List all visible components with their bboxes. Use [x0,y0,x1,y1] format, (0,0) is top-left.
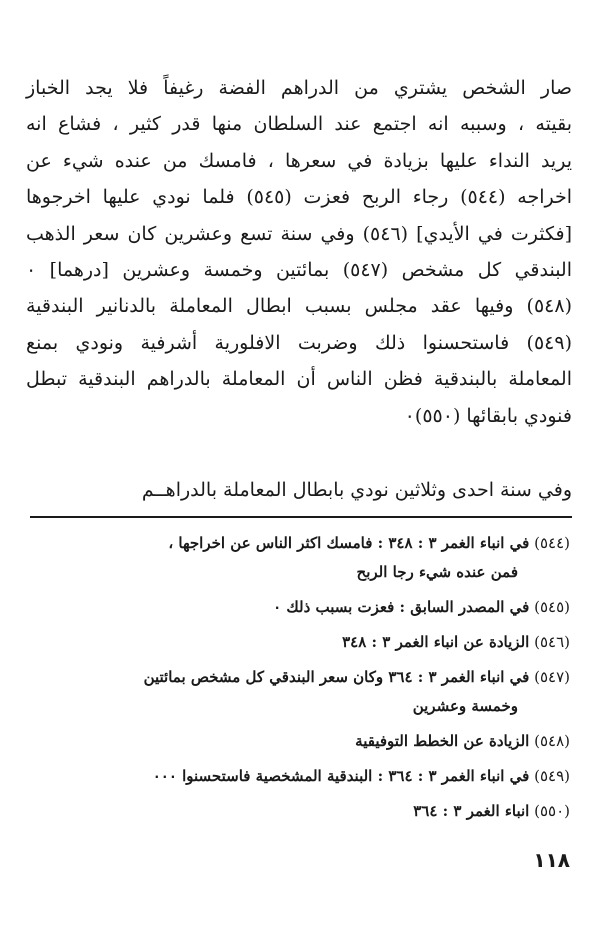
footnote-item [26,726,570,757]
footnote-text: انباء الغمر ٣ : ٣٦٤ [413,802,530,820]
main-text-line: (٥٤٨) وفيها عقد مجلس بسبب ابطال المعاملة بالدنانير البندقية [26,295,572,318]
page-number: ١١٨ [533,848,570,872]
footnote-text: في انباء الغمر ٣ : ٣٦٤ وكان سعر البندقي كل مشخص بمائتين [143,668,530,686]
footnote-text: في انباء الغمر ٣ : ٣٦٤ : البندقية المشخصية فاستحسنوا ٠٠٠ [152,767,530,785]
main-text-line: صار الشخص يشتري من الدراهم الفضة رغيفاً فلا يجد الخباز [26,77,572,99]
footnote-continuation [26,691,570,722]
footnote-text: في انباء الغمر ٣ : ٣٤٨ : فامسك اكثر الناس عن اخراجها ، [168,534,530,552]
footnote-continuation-text: فمن عنده شيء رجا الربح [356,563,518,581]
footnote-ref: (٥٤٩) [534,767,570,785]
paragraph-continuation: وفي سنة احدى وثلاثين نودي بابطال المعاملة بالدراهــم [141,479,572,501]
footnote-ref: (٥٤٨) [534,732,570,750]
footnote-ref: (٥٥٠) [534,802,570,820]
footnote-text: في المصدر السابق : فعزت بسبب ذلك ٠ [273,598,530,616]
footnote-continuation [26,557,570,588]
footnote-item [26,627,570,658]
main-text-block [26,70,572,434]
footnote-item [26,796,570,827]
main-text-line: البندقي كل مشخص (٥٤٧) بمائتين وخمسة وعشرين [درهما] ٠ [26,258,572,281]
main-text-line: فنودي بابقائها (٥٥٠)٠ [404,404,572,427]
main-text-line: (٥٤٩) فاستحسنوا ذلك وضربت الافلورية أشرفية ونودي بمنع [26,331,572,354]
footnote-item [26,761,570,792]
footnote-continuation-text: وخمسة وعشرين [412,697,518,715]
footnote-text: الزيادة عن انباء الغمر ٣ : ٣٤٨ [342,633,530,651]
footnote-item [26,528,570,559]
footnote-ref: (٥٤٥) [534,598,570,616]
footnote-divider [30,516,572,518]
footnote-item [26,662,570,693]
footnote-ref: (٥٤٤) [534,534,570,552]
footnotes-block [26,528,570,827]
footnote-ref: (٥٤٦) [534,633,570,651]
main-text-line: [فكثرت في الأيدي] (٥٤٦) وفي سنة تسع وعشرين كان سعر الذهب [26,222,573,245]
footnote-text: الزيادة عن الخطط التوفيقية [355,732,530,750]
main-text-line: بقيته ، وسببه انه اجتمع عند السلطان منها قدر كثير ، فشاع انه [26,113,572,136]
main-text-line: اخراجه (٥٤٤) رجاء الربح فعزت (٥٤٥) فلما نودي عليها اخرجوها [26,186,573,209]
footnote-item [26,592,570,623]
main-text-line: المعاملة بالبندقية فظن الناس أن المعاملة بالدراهم البندقية تبطل [26,368,572,391]
footnote-ref: (٥٤٧) [534,668,570,686]
main-text-line: يريد النداء عليها بزيادة في سعرها ، فامسك من عنده شيء عن [26,149,572,172]
